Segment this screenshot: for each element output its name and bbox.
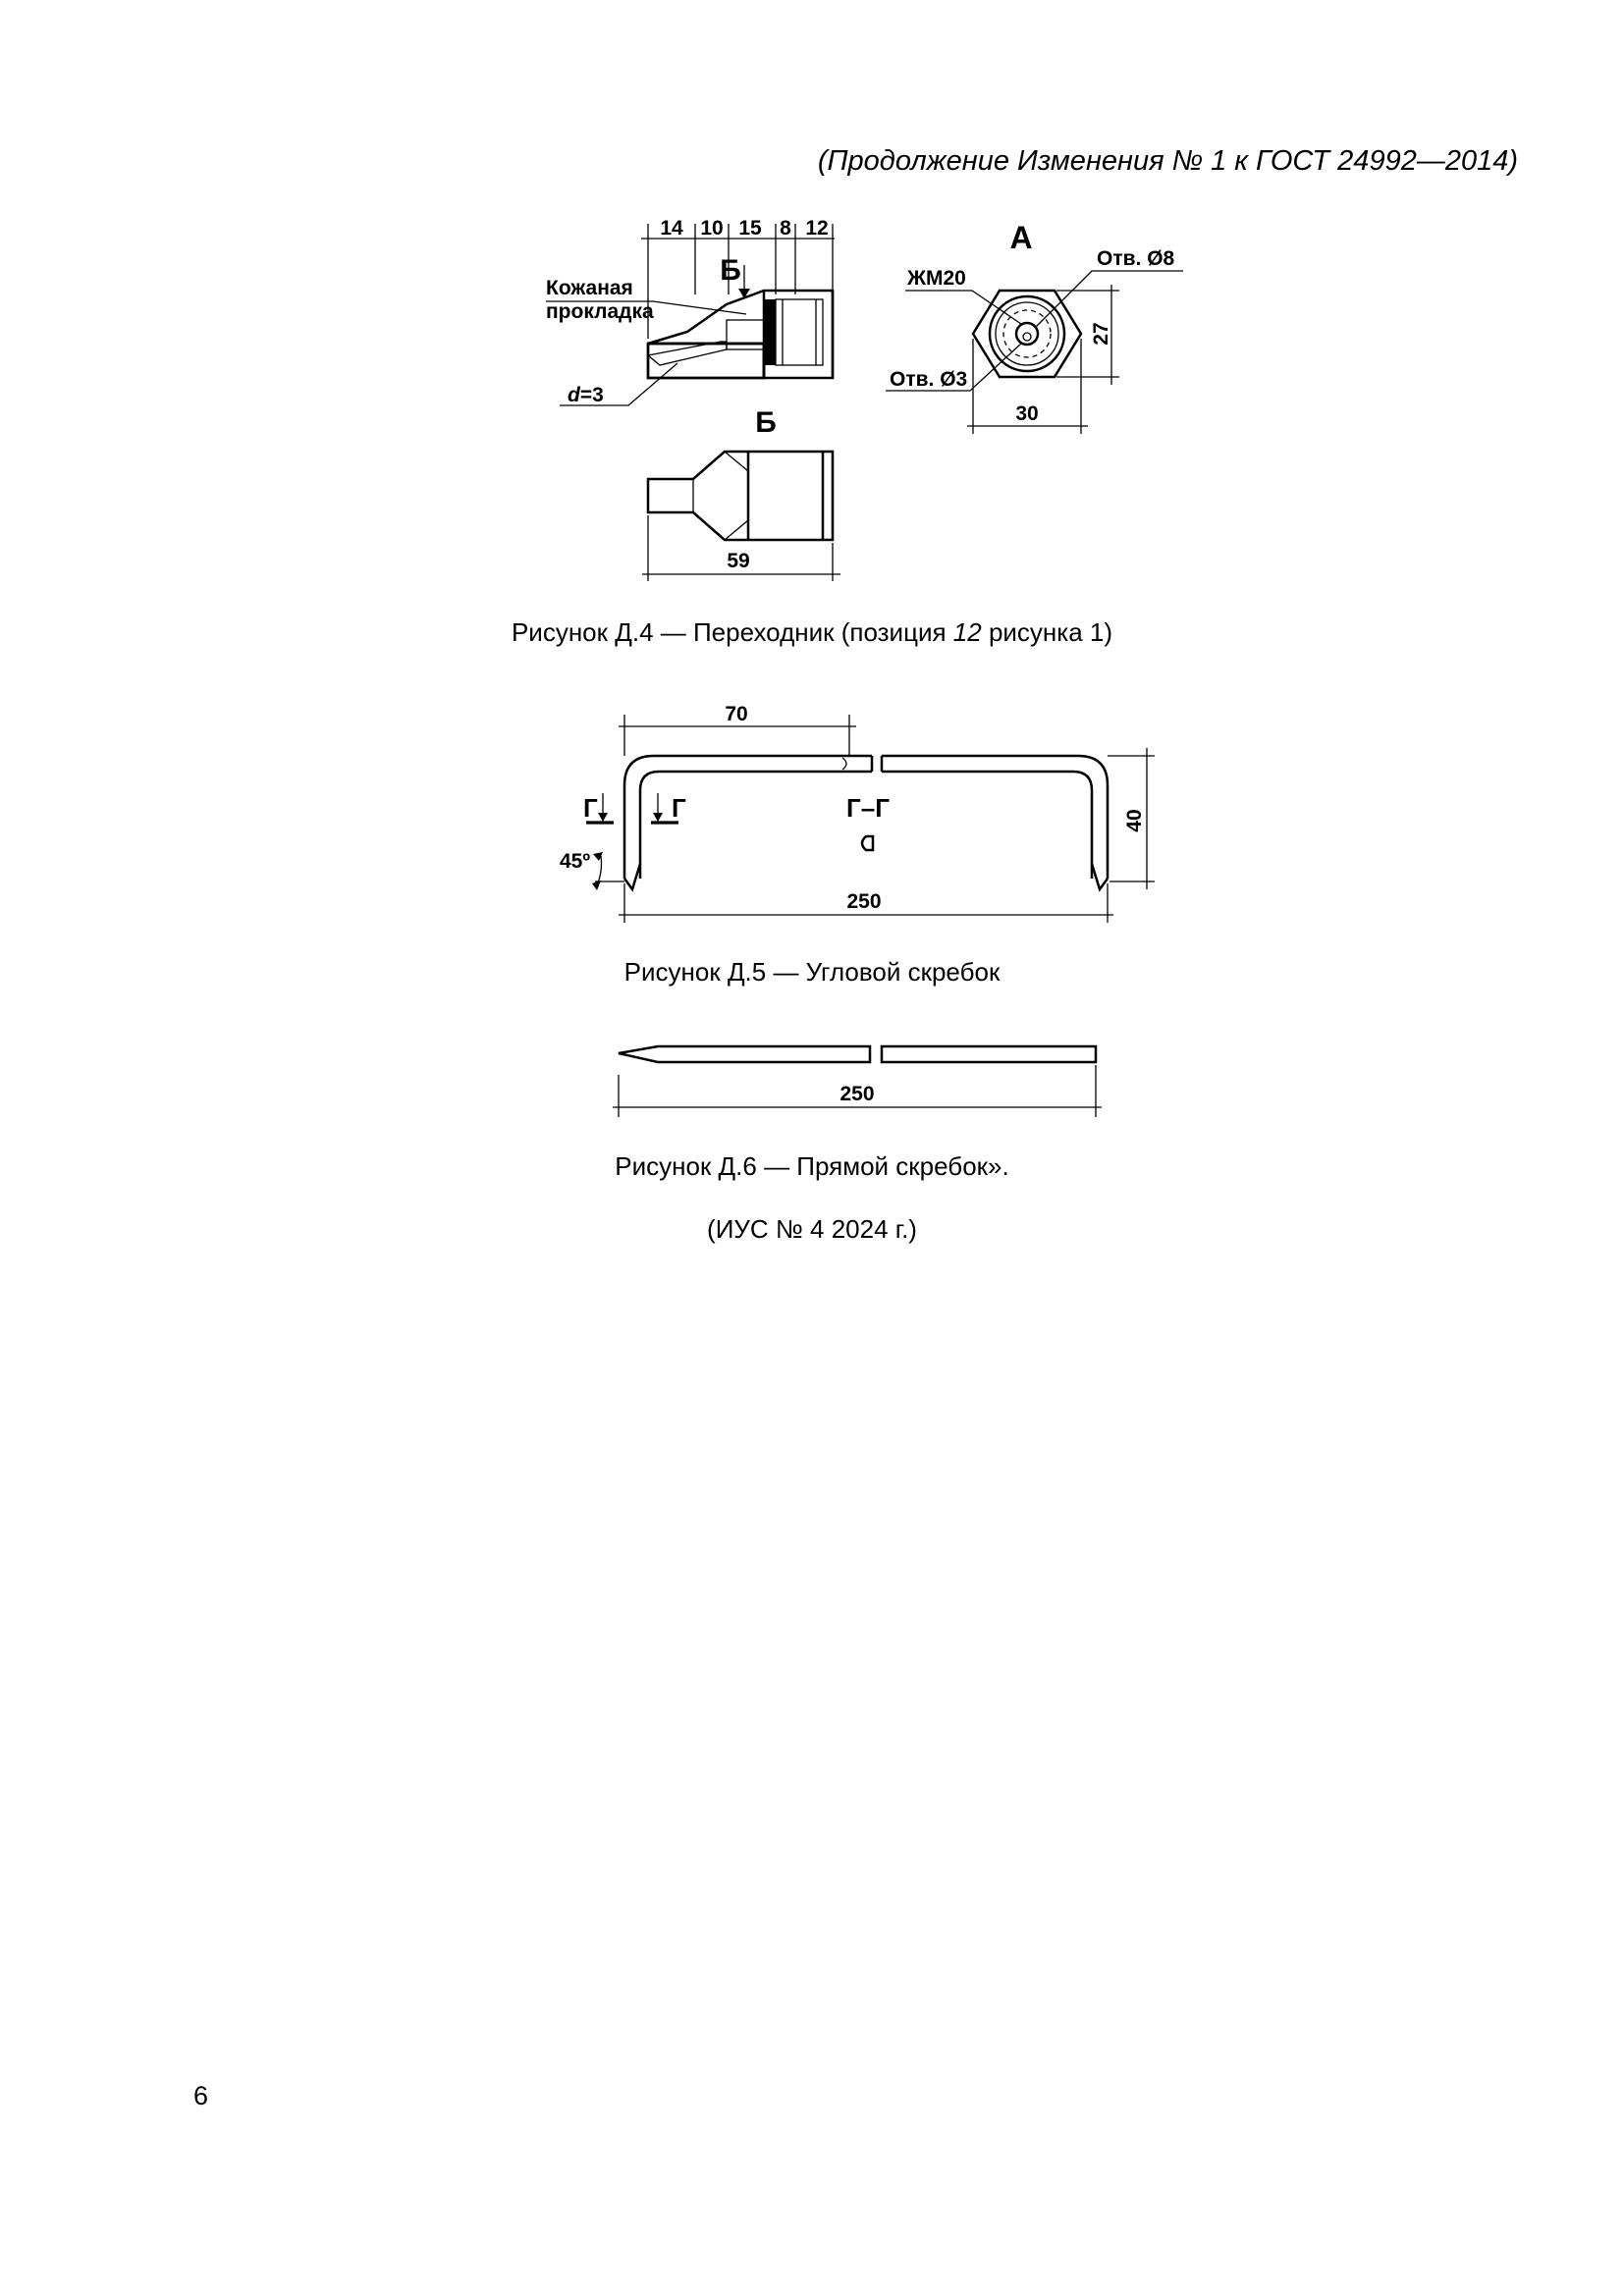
caption-figure-d5: Рисунок Д.5 — Угловой скребок — [623, 957, 1001, 987]
d6-dim-250: 250 — [839, 1083, 875, 1105]
dim-59: 59 — [727, 550, 750, 572]
view-a-hexagon — [973, 291, 1081, 377]
page-number: 6 — [193, 2081, 209, 2110]
label-leather-1: Кожаная — [546, 277, 633, 299]
angle-45: 45º — [560, 850, 591, 873]
label-hole-8: Отв. Ø8 — [1097, 247, 1175, 270]
dim-27: 27 — [1090, 322, 1112, 346]
dim-40: 40 — [1123, 809, 1146, 832]
section-profile — [862, 836, 873, 850]
section-label: Г–Г — [846, 793, 890, 823]
figure-d4 — [546, 217, 1183, 581]
view-b-title: Б — [755, 406, 777, 439]
dim-70: 70 — [725, 703, 748, 725]
view-b-outline — [648, 452, 833, 540]
label-hole-3: Отв. Ø3 — [890, 368, 968, 391]
section-mark-left: Г — [583, 793, 598, 823]
page-header: (Продолжение Изменения № 1 к ГОСТ 24992—2014) — [817, 145, 1518, 177]
view-a-title: А — [1009, 220, 1033, 255]
d4-section-mark: Б — [720, 254, 741, 287]
dim-10: 10 — [700, 217, 724, 240]
label-thread: ЖМ20 — [907, 267, 966, 290]
figure-d5 — [560, 703, 1155, 923]
caption-figure-d6: Рисунок Д.6 — Прямой скребок». — [615, 1151, 1009, 1181]
dim-12: 12 — [805, 217, 829, 240]
label-d3: d=3 — [568, 384, 604, 406]
label-leather-2: прокладка — [546, 300, 654, 323]
dim-30: 30 — [1015, 402, 1039, 425]
dim-14: 14 — [660, 217, 683, 240]
figure-d6 — [613, 1046, 1102, 1117]
footer-note: (ИУС № 4 2024 г.) — [707, 1214, 917, 1244]
caption-figure-d4: Рисунок Д.4 — Переходник (позиция 12 рисунка 1) — [511, 617, 1113, 647]
dim-15: 15 — [738, 217, 762, 240]
section-mark-right: Г — [672, 793, 686, 823]
d5-dim-250: 250 — [846, 890, 882, 913]
dim-8: 8 — [780, 217, 791, 240]
